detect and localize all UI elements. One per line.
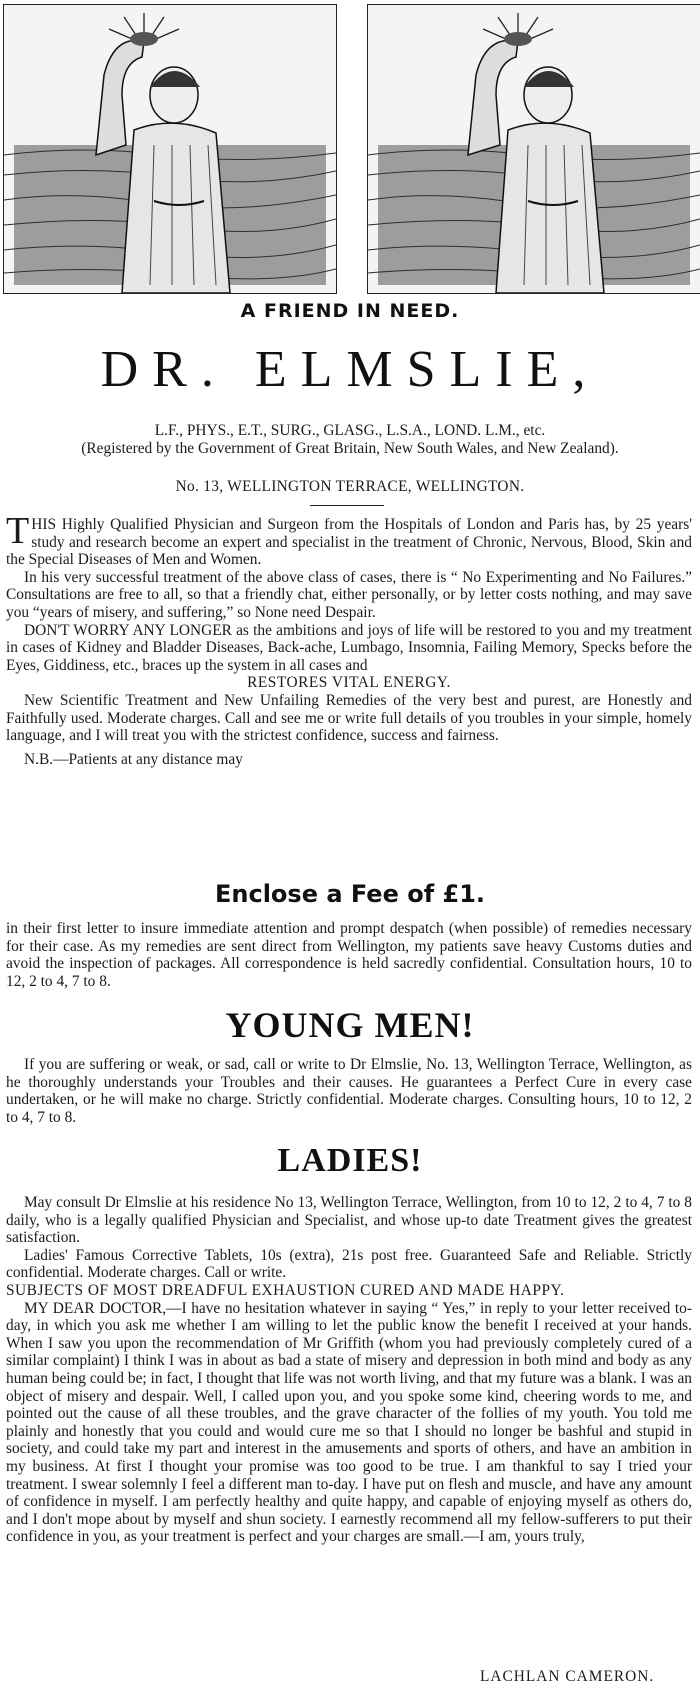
fee-paragraph: in their first letter to insure immediate attention and prompt despatch (when possible) of remedies necessary for their case. As my remedies are sent direct from Wellington, my patients save heavy Customs duties and avoid the inspection of packages. All correspondence is held sacredly confidential. Consultation hours, 10 to 12, 2 to 4, 7 to 8. bbox=[6, 920, 692, 990]
testimonial-letter: MY DEAR DOCTOR,—I have no hesitation whatever in saying “ Yes,” in reply to your letter received to-day, in which you ask me whether I am willing to let the public know the benefit I received at your hands. When I saw you upon the recommendation of Mr Griffith (whom you had previously completely cured of a similar complaint) I think I was in about as bad a state of misery and depression in both mind and body as any human being could be; in fact, I thought that life was not worth living, and that my future was a blank. I was an object of misery and despair. Well, I called upon you, and you spoke some kind, cheering words to me, and pointed out the cause of all these troubles, and the grave character of the follies of my youth. You told me plainly and honestly that you could and would cure me so that I should no longer be bashful and stupid in society, and could take my part and interest in the amusements and sports of others, and have an ambition in my business. At first I thought your promise was too good to be true. I am thankful to say I tried your treatment. I swear solemnly I feel a different man to-day. I have put on flesh and muscle, and have any amount of confidence in myself. I am perfectly healthy and quite happy, and capable of enjoying myself as others do, and I don't mope about by myself and shun society. I earnestly recommend all my fellow-sufferers to put their confidence in you, as your treatment is perfect and your charges are small.—I am, yours truly, bbox=[6, 1299, 692, 1546]
fee-section bbox=[6, 920, 692, 990]
credentials-line: L.F., PHYS., E.T., SURG., GLASG., L.S.A., LOND. L.M., etc. bbox=[154, 422, 546, 439]
drop-cap-letter: T bbox=[6, 510, 30, 552]
nb-line: N.B.—Patients at any distance may bbox=[24, 750, 243, 768]
young-men-paragraph: If you are suffering or weak, or sad, call or write to Dr Elmslie, No. 13, Wellington Terrace, Wellington, as he thoroughly understands your Troubles and their causes. He guarantees a Perfect Cure in every case undertaken, or he will make no charge. Strictly confidential. Moderate charges. Consulting hours, 10 to 12, 2 to 4, 7 to 8. bbox=[6, 1056, 692, 1126]
intro-section bbox=[6, 510, 692, 768]
intro-paragraph-1: THIS Highly Qualified Physician and Surgeon from the Hospitals of London and Paris has, by 25 years' study and research become an expert and specialist in the treatment of Chronic, Nervous, Blood, Skin and the Special Diseases of Men and Women. bbox=[6, 510, 692, 569]
address-line: No. 13, WELLINGTON TERRACE, WELLINGTON. bbox=[175, 478, 525, 495]
friend-in-need-headline: A FRIEND IN NEED. bbox=[240, 300, 460, 322]
divider-rule bbox=[310, 505, 384, 506]
ladies-subjects-line: SUBJECTS OF MOST DREADFUL EXHAUSTION CURED AND MADE HAPPY. bbox=[6, 1281, 565, 1299]
ladies-paragraph-1: May consult Dr Elmslie at his residence No 13, Wellington Terrace, Wellington, from 10 to 12, 2 to 4, 7 to 8 daily, who is a legally qualified Physician and Specialist, and whose up-to date Treatment gives the greatest satisfaction. bbox=[6, 1194, 692, 1247]
restores-vital-energy: RESTORES VITAL ENERGY. bbox=[247, 674, 451, 692]
ladies-heading: LADIES! bbox=[277, 1142, 423, 1179]
intro-paragraph-3: DON'T WORRY ANY LONGER as the ambitions and joys of life will be restored to you and my treatment in cases of Kidney and Bladder Diseases, Back-ache, Lumbago, Insomnia, Failing Memory, Specks before the Eyes, Giddiness, etc., braces up the system in all cases and bbox=[6, 621, 692, 674]
engraving-woman-with-torch-right bbox=[367, 4, 700, 294]
intro-paragraph-4: New Scientific Treatment and New Unfailing Remedies of the very best and purest, are Honestly and Faithfully used. Moderate charges. Call and see me or write full details of you troubles in your simple, homely language, and I will treat you with the strictest confidence, success and fairness. bbox=[6, 691, 692, 745]
intro-paragraph-2: In his very successful treatment of the above class of cases, there is “ No Experimenting and No Failures.” Consultations are free to all, so that a friendly chat, either personally, or by letter costs nothing, and may save you “years of misery, and suffering,” so None need Despair. bbox=[6, 568, 692, 621]
fee-heading: Enclose a Fee of £1. bbox=[214, 880, 486, 908]
testimonial-signature: LACHLAN CAMERON. bbox=[480, 1668, 655, 1685]
young-men-heading: YOUNG MEN! bbox=[225, 1005, 475, 1045]
engraving-graphic bbox=[4, 5, 336, 293]
ladies-paragraph-2: Ladies' Famous Corrective Tablets, 10s (extra), 21s post free. Guaranteed Safe and Reliable. Strictly confidential. Moderate charges. Call or write. bbox=[6, 1246, 692, 1282]
registration-line: (Registered by the Government of Great Britain, New South Wales, and New Zealand). bbox=[81, 439, 619, 457]
engraving-graphic bbox=[368, 5, 700, 293]
doctor-name-headline: DR. ELMSLIE, bbox=[100, 341, 600, 398]
credentials-block bbox=[40, 422, 660, 457]
young-men-section bbox=[6, 1056, 692, 1126]
engraving-woman-with-torch-left bbox=[3, 4, 337, 294]
ladies-section bbox=[6, 1194, 692, 1546]
